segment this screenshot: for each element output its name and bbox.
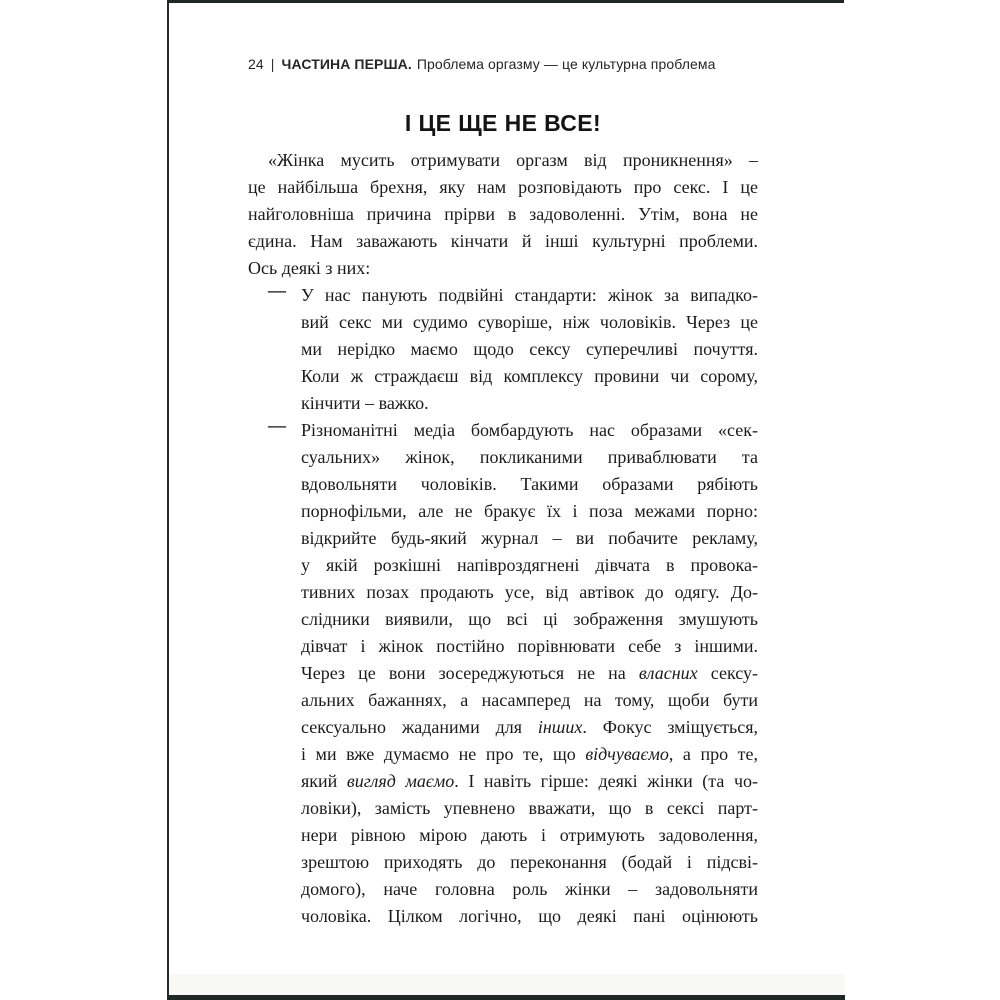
text-line: тивних позах продають усе, від автівок до одягу. До-: [301, 582, 758, 602]
page-number: 24: [248, 56, 264, 72]
text-line: домого), наче головна роль жінки – задовольняти: [301, 879, 758, 899]
text-line: ми нерідко маємо щодо сексу суперечливі почуття.: [301, 339, 758, 359]
text-line: чоловіка. Цілком логічно, що деякі пані оцінюють: [301, 906, 758, 926]
bullet-dash: —: [268, 415, 286, 435]
text-line: відкрийте будь-який журнал – ви побачите рекламу,: [301, 528, 758, 548]
plain-text: сексу-: [697, 663, 758, 683]
text-line: Ось деякі з них:: [248, 258, 371, 278]
section-title: ЧАСТИНА ПЕРША.: [281, 56, 412, 72]
text-line: [301, 660, 758, 687]
text-line: кінчити – важко.: [301, 393, 429, 413]
body-text: [248, 147, 758, 930]
page-bottom-tint: [169, 974, 845, 995]
running-header: [248, 56, 808, 72]
section-subtitle: Проблема оргазму — це культурна проблема: [416, 56, 716, 72]
text-line: нери рівною мірою дають і отримують задоволення,: [301, 825, 758, 845]
text-line: слідники виявили, що всі ці зображення змушують: [301, 609, 758, 629]
plain-text: . І навіть гірше: деякі жінки (та чо-: [454, 771, 759, 791]
text-line: у якій розкішні напівроздягнені дівчата в провока-: [301, 555, 758, 575]
page-top-edge-line: [167, 0, 844, 3]
plain-text: , а про те,: [668, 744, 758, 764]
italic-text: вигляд маємо: [346, 771, 455, 791]
page-left-edge-line: [167, 0, 169, 1000]
italic-text: відчуваємо: [585, 744, 669, 764]
plain-text: сексуально жаданими для: [301, 717, 538, 737]
header-separator: |: [270, 56, 275, 72]
text-line: вдовольняти чоловіків. Такими образами рябіють: [301, 474, 758, 494]
text-line: [301, 768, 758, 795]
text-line: суальних» жінок, покликаними приваблювати та: [301, 447, 758, 467]
intro-paragraph: [248, 147, 758, 282]
bullet-paragraph: [268, 415, 759, 930]
text-line: [301, 714, 758, 741]
plain-text: . Фокус зміщується,: [582, 717, 758, 737]
text-line: Коли ж страждаєш від комплексу провини чи сорому,: [301, 366, 758, 386]
text-line: вий секс ми судимо суворіше, ніж чоловіків. Через це: [301, 312, 758, 332]
italic-text: інших: [537, 717, 583, 737]
text-line: це найбільша брехня, яку нам розповідають про секс. І це: [248, 177, 758, 197]
bullet-paragraph: [268, 280, 758, 417]
italic-text: власних: [638, 663, 698, 683]
text-line: єдина. Нам заважають кінчати й інші культурні проблеми.: [248, 231, 758, 251]
text-line: зрештою приходять до переконання (бодай і підсві-: [301, 852, 758, 872]
chapter-heading: І ЦЕ ЩЕ НЕ ВСЕ!: [404, 110, 602, 136]
text-line: «Жінка мусить отримувати оргазм від проникнення» –: [268, 150, 758, 170]
text-line: [301, 741, 758, 768]
text-line: ловіки), замість упевнено вважати, що в сексі парт-: [301, 798, 758, 818]
text-line: найголовніша причина прірви в задоволенні. Утім, вона не: [248, 204, 758, 224]
bullet-dash: —: [268, 280, 286, 300]
text-line: порнофільми, але не бракує їх і поза межами порно:: [301, 501, 758, 521]
text-line: альних бажаннях, а насамперед на тому, щоби бути: [301, 690, 758, 710]
text-line: У нас панують подвійні стандарти: жінок за випадко-: [301, 285, 758, 305]
plain-text: і ми вже думаємо не про те, що: [301, 744, 586, 764]
plain-text: який: [301, 771, 347, 791]
text-line: Різноманітні медіа бомбардують нас образами «сек-: [301, 420, 758, 440]
plain-text: Через це вони зосереджуються не на: [301, 663, 639, 683]
page-bottom-edge-line: [167, 995, 845, 1000]
text-line: дівчат і жінок постійно порівнювати себе з іншими.: [301, 636, 758, 656]
